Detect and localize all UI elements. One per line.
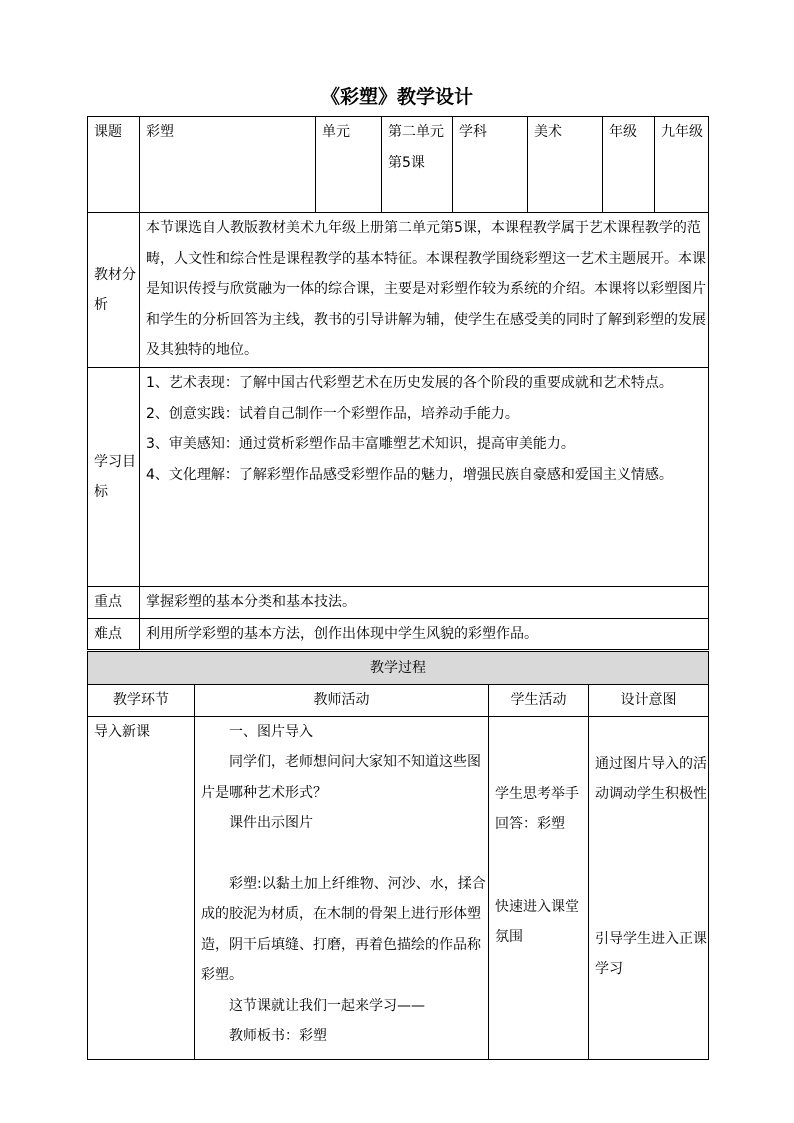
student-activity-a: 学生思考举手回答：彩塑 — [495, 785, 579, 832]
analysis-label: 教材分析 — [88, 213, 140, 368]
teacher-line: 课件出示图片 — [229, 815, 313, 831]
info-row-topic — [88, 117, 709, 213]
lesson-info-table — [87, 116, 709, 650]
goal-item: 4、文化理解：了解彩塑作品感受彩塑作品的魅力，增强民族自豪感和爱国主义情感。 — [146, 466, 673, 483]
process-row-intro — [88, 716, 709, 1059]
student-activity-cell — [489, 716, 589, 1059]
design-intent-cell — [589, 716, 709, 1059]
teacher-line: 一、图片导入 — [229, 723, 313, 740]
info-row-difficulty — [88, 618, 709, 650]
grade-label: 年级 — [603, 117, 655, 213]
student-activity-b: 快速进入课堂氛围 — [495, 898, 579, 945]
col-header-student: 学生活动 — [489, 685, 589, 717]
goals-cell — [140, 368, 709, 587]
col-header-intent: 设计意图 — [589, 685, 709, 717]
process-header: 教学过程 — [88, 652, 709, 685]
info-row-analysis — [88, 213, 709, 368]
design-intent-a: 通过图片导入的活动调动学生积极性 — [595, 755, 707, 802]
teacher-line: 教师板书：彩塑 — [229, 1028, 327, 1044]
teacher-line: 这节课就让我们一起来学习—— — [229, 997, 425, 1014]
subject-value: 美术 — [528, 117, 603, 213]
info-row-focus — [88, 587, 709, 619]
goals-label: 学习目标 — [88, 368, 140, 587]
process-column-headers — [88, 685, 709, 717]
goal-item: 3、审美感知：通过赏析彩塑作品丰富雕塑艺术知识，提高审美能力。 — [146, 436, 575, 452]
stage-cell: 导入新课 — [88, 716, 195, 1059]
topic-value: 彩塑 — [140, 117, 316, 213]
subject-label: 学科 — [453, 117, 528, 213]
teacher-line: 彩塑:以黏土加上纤维物、河沙、水，揉合成的胶泥为材质，在木制的骨架上进行形体塑造，阴干后填缝、打磨，再着色描绘的作品称彩塑。 — [201, 875, 486, 983]
topic-label: 课题 — [88, 117, 140, 213]
unit-value: 第二单元第5课 — [382, 117, 453, 213]
info-row-goals — [88, 368, 709, 587]
unit-label: 单元 — [316, 117, 382, 213]
analysis-text: 本节课选自人教版教材美术九年级上册第二单元第5课，本课程教学属于艺术课程教学的范畴，人文性和综合性是课程教学的基本特征。本课程教学围绕彩塑这一艺术主题展开。本课是知识传授与欣赏融为一体的综合课，主要是对彩塑作较为系统的介绍。本课将以彩塑图片和学生的分析回答为主线，教书的引导讲解为辅，使学生在感受美的同时了解到彩塑的发展及其独特的地位。 — [140, 213, 709, 368]
page-title: 《彩塑》教学设计 — [320, 86, 473, 108]
teacher-line: 同学们，老师想问问大家知不知道这些图片是哪种艺术形式？ — [201, 754, 481, 801]
focus-text: 掌握彩塑的基本分类和基本技法。 — [140, 587, 709, 619]
design-intent-b: 引导学生进入正课学习 — [595, 930, 707, 977]
goal-item: 1、艺术表现：了解中国古代彩塑艺术在历史发展的各个阶段的重要成就和艺术特点。 — [146, 375, 673, 391]
goal-item: 2、创意实践：试着自己制作一个彩塑作品，培养动手能力。 — [146, 405, 519, 422]
grade-value: 九年级 — [655, 117, 709, 213]
difficulty-label: 难点 — [88, 618, 140, 650]
teacher-activity-cell — [195, 716, 489, 1059]
difficulty-text: 利用所学彩塑的基本方法，创作出体现中学生风貌的彩塑作品。 — [140, 618, 709, 650]
process-header-row — [88, 652, 709, 685]
blank-line — [201, 839, 488, 869]
teaching-process-table — [87, 651, 709, 1060]
focus-label: 重点 — [88, 587, 140, 619]
col-header-teacher: 教师活动 — [195, 685, 489, 717]
col-header-stage: 教学环节 — [88, 685, 195, 717]
